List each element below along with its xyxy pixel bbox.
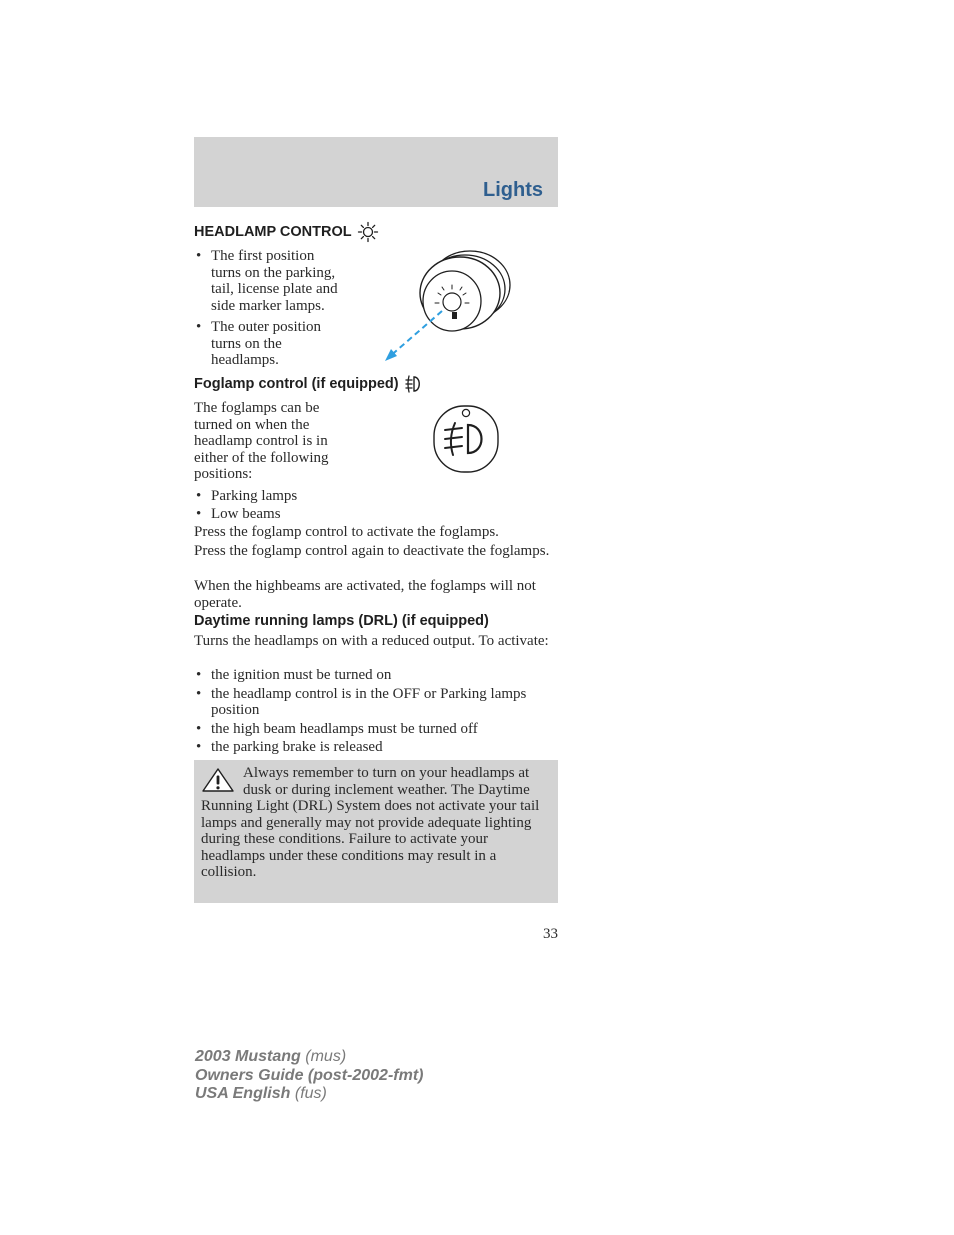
foglamp-intro-line: either of the following: [194, 449, 329, 466]
footer-guide-bold: Owners Guide (post-2002-fmt): [195, 1066, 424, 1084]
headlamp-bullet-line: side marker lamps.: [211, 297, 325, 314]
list-item: [194, 248, 374, 314]
headlamp-heading: [194, 221, 379, 243]
footer-line-guide: [195, 1067, 423, 1086]
foglamp-heading-text: Foglamp control (if equipped): [194, 376, 399, 392]
foglamp-heading: [194, 374, 424, 394]
list-item: • the ignition must be turned on: [194, 667, 558, 684]
foglamp-icon: [404, 374, 424, 394]
warning-text: Always remember to turn on your headlamps at dusk or during inclement weather. The Daytime Running Light (DRL) System does not activate your tail lamps and generally may not provide adequate lighting during these conditions. Failure to activate your headlamps under these conditions may result in a collision.: [201, 765, 540, 880]
foglamp-intro-line: The foglamps can be: [194, 400, 320, 416]
document-footer: [195, 1048, 423, 1104]
warning-box: [194, 760, 558, 903]
footer-language-code: (fus): [290, 1085, 327, 1102]
footer-line-model: [195, 1048, 423, 1067]
footer-language-bold: USA English: [195, 1085, 291, 1102]
foglamp-intro-line: turned on when the: [194, 416, 310, 433]
foglamp-intro-line: headlamp control is in: [194, 433, 328, 449]
foglamp-intro-line: positions:: [194, 466, 253, 482]
headlamp-bullet-line: tail, license plate and: [211, 281, 338, 297]
headlamp-bullet-line: turns on the parking,: [211, 264, 336, 281]
headlamp-knob-illustration: [380, 245, 520, 367]
drl-intro: Turns the headlamps on with a reduced output. To activate:: [194, 633, 549, 649]
foglamp-paragraph: Press the foglamp control again to deactivate the foglamps.: [194, 543, 550, 559]
headlamp-bullet-line: • The first position: [211, 248, 315, 264]
foglamp-button-illustration: [430, 403, 502, 475]
headlamp-sun-icon: [357, 221, 379, 243]
footer-model-bold: 2003 Mustang: [195, 1048, 301, 1065]
headlamp-heading-text: HEADLAMP CONTROL: [194, 224, 352, 240]
headlamp-bullet-line: turns on the: [211, 335, 282, 352]
page-number: 33: [543, 926, 558, 942]
list-item: • Parking lamps: [194, 488, 494, 505]
section-header-band: [194, 137, 558, 207]
headlamp-bullet-list: [194, 248, 374, 369]
footer-model-code: (mus): [300, 1048, 347, 1065]
drl-heading: [194, 613, 489, 629]
foglamp-bullet-list: [194, 488, 494, 523]
list-item: • Low beams: [194, 506, 494, 523]
list-item: • the parking brake is released: [194, 739, 558, 756]
list-item: • the high beam headlamps must be turned off: [194, 721, 558, 738]
foglamp-paragraph: When the highbeams are activated, the foglamps will not operate.: [194, 578, 536, 611]
list-item: [194, 319, 374, 369]
section-title: Lights: [483, 179, 543, 201]
headlamp-bullet-line: headlamps.: [211, 352, 279, 368]
drl-heading-text: Daytime running lamps (DRL) (if equipped): [194, 613, 489, 629]
foglamp-intro: [194, 400, 364, 483]
footer-line-language: [195, 1085, 423, 1104]
list-item: • the headlamp control is in the OFF or Parking lamps position: [194, 686, 558, 719]
warning-text-block: [201, 765, 553, 881]
headlamp-bullet-line: • The outer position: [211, 319, 321, 335]
warning-triangle-icon: [201, 767, 235, 793]
foglamp-paragraph: Press the foglamp control to activate the foglamps.: [194, 524, 499, 540]
drl-bullet-list: [194, 667, 558, 756]
